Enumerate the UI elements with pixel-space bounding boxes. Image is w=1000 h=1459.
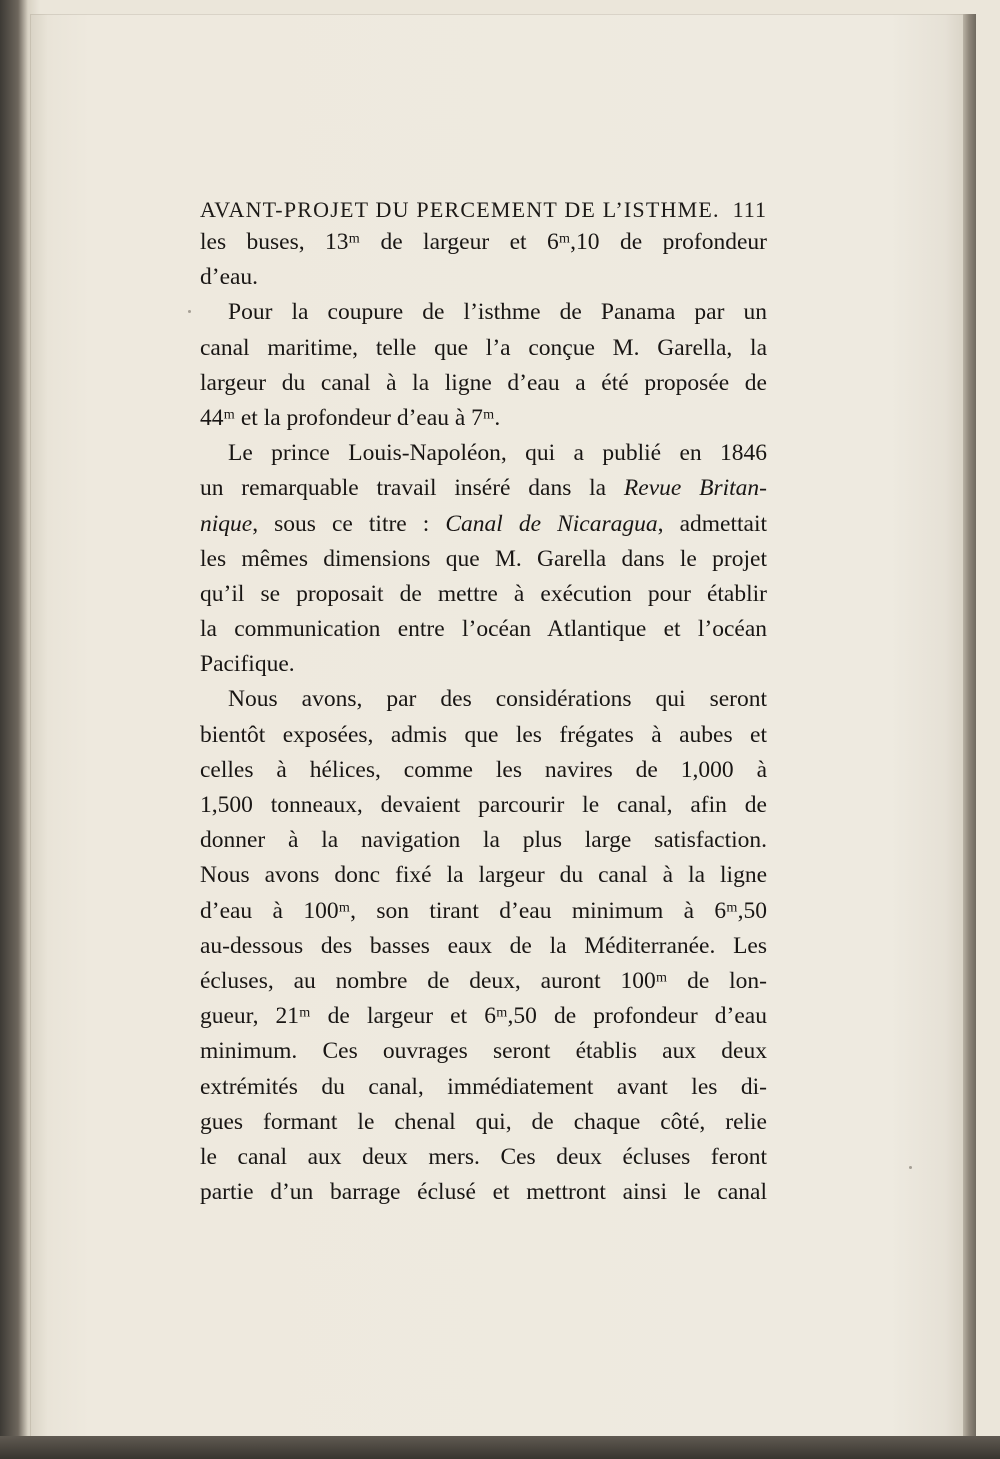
text-line: d’eau à 100ᵐ, son tirant d’eau minimum à 6ᵐ,50 [200, 897, 767, 924]
text-line: gueur, 21ᵐ de largeur et 6ᵐ,50 de profondeur d’eau [200, 1003, 767, 1030]
page-number: 111 [732, 197, 767, 222]
text-fragment: , admettait [657, 510, 767, 537]
scan-bottom-edge [0, 1436, 1000, 1459]
text-line: les mêmes dimensions que M. Garella dans le projet [200, 545, 767, 572]
text-line: celles à hélices, comme les navires de 1,000 à [200, 756, 767, 783]
text-line: le canal aux deux mers. Ces deux écluses feront [200, 1143, 767, 1170]
paragraph-first-line: Le prince Louis-Napoléon, qui a publié en 1846 [228, 440, 767, 467]
text-fragment: , sous ce titre : [252, 510, 446, 537]
text-line: minimum. Ces ouvrages seront établis aux deux [200, 1038, 767, 1065]
text-line: d’eau. [200, 264, 259, 291]
paragraph-first-line: Pour la coupure de l’isthme de Panama par un [228, 299, 767, 326]
italic-title-fragment: Revue Britan- [623, 475, 767, 502]
italic-title-fragment: nique [200, 510, 253, 537]
text-line: donner à la navigation la plus large satisfaction. [200, 827, 767, 854]
text-line: 1,500 tonneaux, devaient parcourir le canal, afin de [200, 792, 767, 818]
text-line: 44ᵐ et la profondeur d’eau à 7ᵐ. [200, 404, 501, 431]
text-line: écluses, au nombre de deux, auront 100ᵐ de lon- [200, 967, 767, 994]
page-body-text [200, 225, 767, 1210]
page-speck [188, 310, 191, 313]
text-line: extrémités du canal, immédiatement avant les di- [200, 1073, 767, 1100]
text-line: partie d’un barrage éclusé et mettront ainsi le canal [200, 1179, 767, 1206]
text-line: les buses, 13ᵐ de largeur et 6ᵐ,10 de profondeur [200, 229, 767, 255]
text-line: bientôt exposées, admis que les frégates à aubes et [200, 721, 767, 748]
running-header-title: AVANT-PROJET DU PERCEMENT DE L’ISTHME. [200, 197, 720, 222]
text-line: qu’il se proposait de mettre à exécution pour établir [200, 580, 767, 607]
text-line [200, 507, 767, 542]
text-line: au-dessous des basses eaux de la Méditerranée. Les [200, 932, 767, 959]
text-line: Pacifique. [200, 651, 295, 678]
page-speck [909, 1166, 912, 1169]
text-line: canal maritime, telle que l’a conçue M. Garella, la [200, 334, 767, 361]
page-edge [963, 14, 976, 1439]
text-line: gues formant le chenal qui, de chaque côté, relie [200, 1108, 767, 1135]
paragraph-first-line: Nous avons, par des considérations qui seront [228, 686, 767, 713]
running-header [200, 195, 767, 221]
text-line [200, 471, 767, 506]
text-line: la communication entre l’océan Atlantique et l’océan [200, 616, 767, 643]
text-line: Nous avons donc fixé la largeur du canal à la ligne [200, 862, 767, 889]
text-fragment: un remarquable travail inséré dans la [200, 475, 624, 502]
text-line: largeur du canal à la ligne d’eau a été proposée de [200, 369, 767, 396]
italic-title: Canal de Nicaragua [445, 510, 658, 537]
